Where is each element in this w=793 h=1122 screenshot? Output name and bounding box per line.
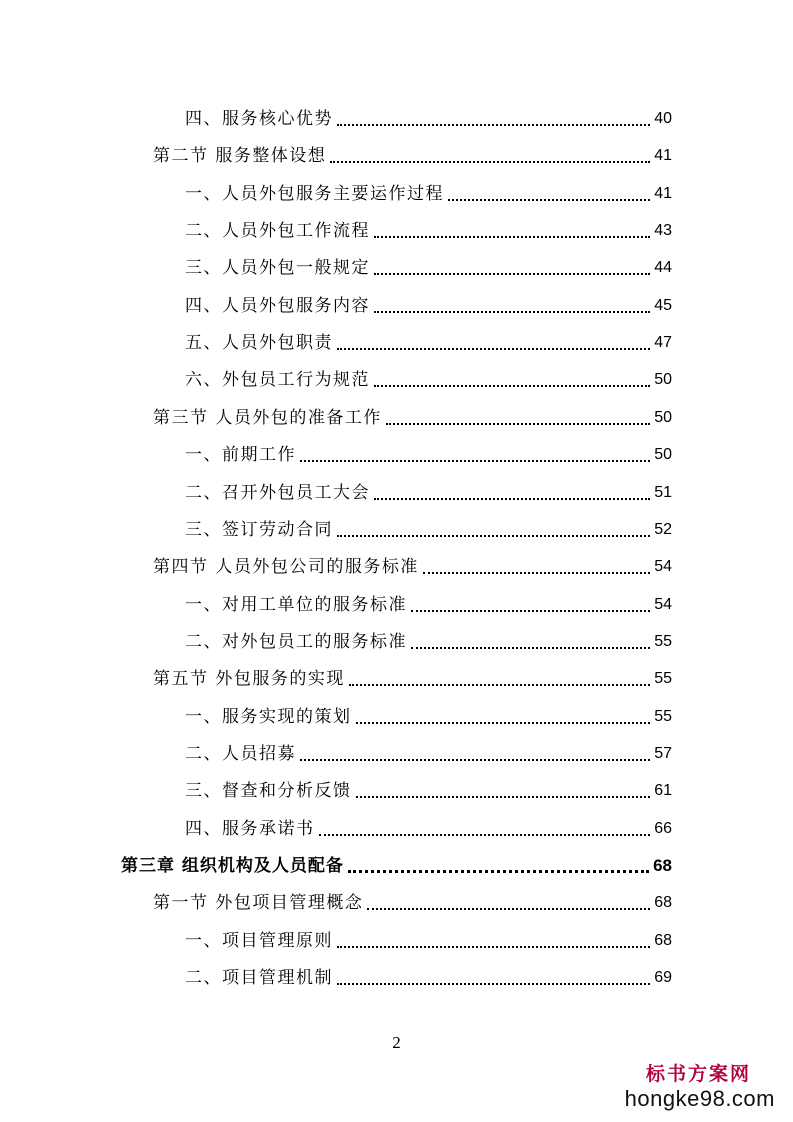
toc-entry-page: 40	[654, 110, 672, 127]
toc-entry-section[interactable]	[153, 403, 672, 429]
toc-entry-item[interactable]	[185, 365, 672, 391]
toc-entry-label: 一、对用工单位的服务标准	[185, 595, 407, 615]
toc-entry-page: 55	[654, 633, 672, 650]
toc-entry-label: 四、人员外包服务内容	[185, 296, 370, 316]
toc-leader-dots	[411, 610, 650, 612]
toc-leader-dots	[374, 273, 650, 275]
toc-entry-page: 54	[654, 558, 672, 575]
toc-entry-page: 47	[654, 334, 672, 351]
watermark	[625, 1059, 775, 1112]
toc-leader-dots	[367, 908, 650, 910]
toc-entry-page: 51	[654, 484, 672, 501]
toc-entry-page: 68	[654, 932, 672, 949]
toc-leader-dots	[349, 684, 650, 686]
toc-entry-label: 第二节 服务整体设想	[153, 146, 327, 166]
toc-entry-page: 50	[654, 409, 672, 426]
toc-leader-dots	[337, 946, 650, 948]
toc-entry-label: 一、服务实现的策划	[185, 707, 352, 727]
toc-leader-dots	[300, 460, 650, 462]
toc-entry-page: 43	[654, 222, 672, 239]
toc-entry-section[interactable]	[153, 888, 672, 914]
toc-entry-label: 二、人员招募	[185, 744, 296, 764]
toc-entry-label: 三、督查和分析反馈	[185, 781, 352, 801]
toc-entry-label: 四、服务承诺书	[185, 819, 315, 839]
toc-entry-item[interactable]	[185, 739, 672, 765]
toc-entry-item[interactable]	[185, 440, 672, 466]
toc-entry-label: 三、人员外包一般规定	[185, 258, 370, 278]
toc-entry-section[interactable]	[153, 552, 672, 578]
toc-entry-item[interactable]	[185, 515, 672, 541]
toc-leader-dots	[356, 796, 651, 798]
toc-entry-page: 44	[654, 259, 672, 276]
toc-entry-label: 一、项目管理原则	[185, 931, 333, 951]
toc-entry-page: 45	[654, 297, 672, 314]
toc-entry-label: 五、人员外包职责	[185, 333, 333, 353]
toc-entry-label: 二、人员外包工作流程	[185, 221, 370, 241]
watermark-url: hongke98.com	[624, 1086, 775, 1111]
toc-entry-item[interactable]	[185, 291, 672, 317]
toc-entry-item[interactable]	[185, 104, 672, 130]
toc-entry-item[interactable]	[185, 776, 672, 802]
toc-leader-dots	[386, 423, 650, 425]
toc-entry-label: 一、前期工作	[185, 445, 296, 465]
toc-leader-dots	[348, 870, 649, 873]
toc-leader-dots	[319, 834, 651, 836]
toc-entry-label: 三、签订劳动合同	[185, 520, 333, 540]
toc-entry-label: 第三节 人员外包的准备工作	[153, 408, 382, 428]
toc-entry-item[interactable]	[185, 627, 672, 653]
toc-entry-page: 57	[654, 745, 672, 762]
toc-leader-dots	[374, 311, 650, 313]
toc-entry-page: 66	[654, 820, 672, 837]
toc-entry-item[interactable]	[185, 963, 672, 989]
toc-entry-page: 50	[654, 371, 672, 388]
toc-entry-item[interactable]	[185, 814, 672, 840]
toc-leader-dots	[300, 759, 650, 761]
toc-leader-dots	[423, 572, 650, 574]
toc-entry-label: 第五节 外包服务的实现	[153, 669, 345, 689]
toc-entry-item[interactable]	[185, 702, 672, 728]
toc-entry-page: 41	[654, 185, 672, 202]
toc-leader-dots	[337, 983, 650, 985]
toc-entry-label: 二、对外包员工的服务标准	[185, 632, 407, 652]
watermark-title: 标书方案网	[645, 1063, 751, 1085]
toc-entry-item[interactable]	[185, 179, 672, 205]
toc-entry-label: 二、项目管理机制	[185, 968, 333, 988]
toc-leader-dots	[374, 385, 650, 387]
toc-entry-label: 四、服务核心优势	[185, 109, 333, 129]
toc-entry-page: 55	[654, 670, 672, 687]
toc-entry-section[interactable]	[153, 141, 672, 167]
toc-entry-page: 69	[654, 969, 672, 986]
toc-entry-item[interactable]	[185, 328, 672, 354]
toc-entry-label: 一、人员外包服务主要运作过程	[185, 184, 444, 204]
toc-leader-dots	[356, 722, 651, 724]
toc-entry-page: 50	[654, 446, 672, 463]
toc-leader-dots	[374, 236, 650, 238]
toc-entry-page: 68	[653, 856, 672, 875]
toc-leader-dots	[337, 124, 650, 126]
toc-entry-label: 六、外包员工行为规范	[185, 370, 370, 390]
toc-entry-item[interactable]	[185, 253, 672, 279]
toc-entry-label: 第一节 外包项目管理概念	[153, 893, 364, 913]
toc-entry-item[interactable]	[185, 926, 672, 952]
toc-entry-page: 54	[654, 596, 672, 613]
toc-entry-page: 68	[654, 894, 672, 911]
toc-entry-label: 二、召开外包员工大会	[185, 483, 370, 503]
toc-entry-chapter[interactable]	[121, 851, 672, 877]
toc-leader-dots	[411, 647, 650, 649]
toc-entry-page: 55	[654, 708, 672, 725]
toc-leader-dots	[337, 535, 650, 537]
toc-leader-dots	[337, 348, 650, 350]
toc-entry-section[interactable]	[153, 664, 672, 690]
toc-leader-dots	[448, 199, 650, 201]
toc-leader-dots	[330, 161, 650, 163]
toc-entry-item[interactable]	[185, 216, 672, 242]
toc-entry-page: 52	[654, 521, 672, 538]
toc-leader-dots	[374, 498, 650, 500]
page-number: 2	[392, 1033, 401, 1052]
toc-entry-item[interactable]	[185, 590, 672, 616]
toc-entry-label: 第三章 组织机构及人员配备	[121, 856, 344, 876]
toc-entry-item[interactable]	[185, 478, 672, 504]
toc-entry-label: 第四节 人员外包公司的服务标准	[153, 557, 419, 577]
toc-entry-page: 61	[654, 782, 672, 799]
toc-entry-page: 41	[654, 147, 672, 164]
